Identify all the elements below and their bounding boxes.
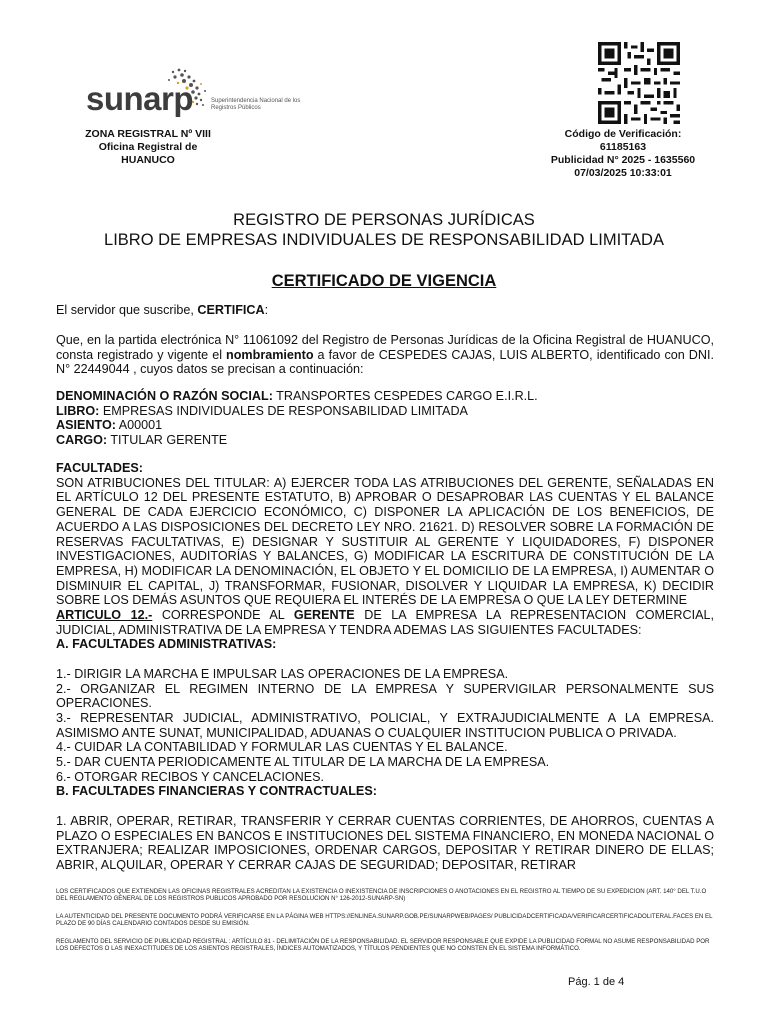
libro-value: EMPRESAS INDIVIDUALES DE RESPONSABILIDAD LIMITADA [99, 403, 468, 418]
certifica-bold: CERTIFICA [197, 303, 265, 317]
spacer [56, 652, 714, 667]
intro-paragraph [56, 333, 714, 377]
footer-note-1: LOS CERTIFICADOS QUE EXTIENDEN LAS OFICINAS REGISTRALES ACREDITAN LA EXISTENCIA O INEXISTENCIA DE INSCRIPCIONES O ANOTACIONES EN EL REGISTRO AL TIEMPO DE SU EXPEDICION (ART. 140° DEL T.U.O DEL REGLAMENTO GENERAL DE LOS REGISTROS PUBLICOS APROBADO POR RESOLUCION N° 126-2012-SUNARP-SN) [56, 888, 707, 903]
issue-datetime: 07/03/2025 10:33:01 [574, 167, 672, 179]
intro-pre: Que, en la partida electrónica N° 11061092 del Registro de Personas Jurídicas de la Oficina Registral de HUANUCO, consta registrado y vigente el [56, 333, 714, 362]
certifica-pre: El servidor que suscribe, [56, 303, 198, 317]
section-b-item-1: 1. ABRIR, OPERAR, RETIRAR, TRANSFERIR Y CERRAR CUENTAS CORRIENTES, DE AHORROS, CUENTAS A PLAZO O ESPECIALES EN BANCOS E INSTITUCIONES DEL SISTEMA FINANCIERO, EN MONEDA NACIONAL O EXTRANJERA; REALIZAR IMPOSICIONES, ORDENAR CARGOS, DEPOSITAR Y RETIRAR DINERO DE ELLAS; ABRIR, ALQUILAR, OPERAR Y CERRAR CAJAS DE SEGURIDAD; DEPOSITAR, RETIRAR [56, 813, 714, 872]
registry-title-line2: LIBRO DE EMPRESAS INDIVIDUALES DE RESPONSABILIDAD LIMITADA [104, 231, 664, 249]
section-a-title [56, 637, 714, 652]
libro-row [56, 404, 714, 419]
section-a-item-1: 1.- DIRIGIR LA MARCHA E IMPULSAR LAS OPERACIONES DE LA EMPRESA. [56, 666, 509, 681]
intro-bold: nombramiento [226, 347, 314, 362]
zona-registral: ZONA REGISTRAL Nº VIII [85, 128, 211, 140]
qr-code-icon [598, 42, 680, 124]
section-a-item-3: 3.- REPRESENTAR JUDICIAL, ADMINISTRATIVO, POLICIAL, Y EXTRAJUDICIALMENTE A LA EMPRESA. ASIMISMO ANTE SUNAT, MUNICIPALIDAD, ADUANAS O CUALQUIER INSTITUCION PUBLICA O PRIVADA. [56, 710, 714, 740]
section-a-item-2: 2.- ORGANIZAR EL REGIMEN INTERNO DE LA EMPRESA Y SUPERVIGILAR PERSONALMENTE SUS OPERACIONES. [56, 681, 714, 711]
articulo-12-label-text: ARTICULO 12.- [56, 608, 153, 623]
footer-note-3: REGLAMENTO DEL SERVICIO DE PUBLICIDAD REGISTRAL : ARTÍCULO 81 - DELIMITACIÓN DE LA RESPONSABILIDAD. EL SERVIDOR RESPONSABLE QUE EXPIDE LA PUBLICIDAD FORMAL NO ASUME RESPONSABILIDAD POR LOS DEFECTOS O LAS INEXACTITUDES DE LOS ASIENTOS REGISTRALES, ÍNDICES AUTOMATIZADOS, Y TÍTULOS PENDIENTES QUE NO CONSTEN EN EL SISTEMA INFORMÁTICO. [56, 938, 710, 953]
articulo-12-paragraph [56, 608, 714, 637]
asiento-label: ASIENTO: [56, 418, 116, 432]
facultades-text: SON ATRIBUCIONES DEL TITULAR: A) EJERCER TODA LAS ATRIBUCIONES DEL GERENTE, SEÑALADAS EN EL ARTÍCULO 12 DEL PRESENTE ESTATUTO, B) APROBAR O DESAPROBAR LAS CUENTAS Y EL BALANCE GENERAL DE CADA EJERCICIO ECONÓMICO, C) DISPONER LA APLICACIÓN DE LOS BENEFICIOS, DE ACUERDO A LAS DISPOSICIONES DEL DECRETO LEY NRO. 21621. D) RESOLVER SOBRE LA FORMACIÓN DE RESERVAS FACULTATIVAS, E) DESIGNAR Y SUSTITUIR AL GERENTE Y LIQUIDADORES, F) DISPONER INVESTIGACIONES, AUDITORÍAS Y BALANCES, G) MODIFICAR LA ESCRITURA DE CONSTITUCIÓN DE LA EMPRESA, H) MODIFICAR LA DENOMINACIÓN, EL OBJETO Y EL DOMICILIO DE LA EMPRESA, I) AUMENTAR O DISMINUIR EL CAPITAL, J) TRANSFORMAR, FUSIONAR, DISOLVER Y LIQUIDAR LA EMPRESA, K) DECIDIR SOBRE LOS DEMÁS ASUNTOS QUE REQUIERA EL INTERÉS DE LA EMPRESA O QUE LA LEY DETERMINE [56, 475, 714, 608]
spacer [56, 799, 714, 814]
asiento-value: A00001 [115, 418, 163, 432]
denominacion-label: DENOMINACIÓN O RAZÓN SOCIAL: [56, 389, 273, 403]
verification-label: Código de Verificación: [564, 128, 682, 140]
articulo-12-bold: GERENTE [293, 608, 355, 623]
articulo-12-label [56, 608, 152, 622]
asiento-row [56, 418, 714, 433]
certifica-post: : [264, 303, 269, 317]
sunarp-logo-wordmark: sunarp [86, 80, 194, 117]
oficina-registral: Oficina Registral de HUANUCO [98, 141, 198, 166]
denominacion-row [56, 389, 714, 404]
facultades-label-text: FACULTADES: [56, 461, 143, 475]
intro-post: a favor de CESPEDES CAJAS, LUIS ALBERTO, identificado con DNI. N° 22449044 , cuyos datos se precisan a continuación: [56, 347, 714, 377]
cargo-value: TITULAR GERENTE [107, 432, 228, 447]
verification-code: 61185163 [599, 141, 647, 153]
verification-block [520, 128, 726, 180]
section-a-item-4: 4.- CUIDAR LA CONTABILIDAD Y FORMULAR LAS CUENTAS Y EL BALANCE. [56, 740, 508, 755]
cargo-row [56, 433, 714, 448]
facultades-label [56, 461, 714, 476]
certificate-title: CERTIFICADO DE VIGENCIA [271, 272, 497, 290]
section-a-item-5: 5.- DAR CUENTA PERIODICAMENTE AL TITULAR DE LA MARCHA DE LA EMPRESA. [56, 755, 550, 770]
sunarp-logo-subtitle: Superintendencia Nacional de los Registros Públicos [211, 98, 301, 111]
articulo-12-pre: CORRESPONDE AL [152, 608, 294, 623]
publicidad-number: Publicidad N° 2025 - 1635560 [550, 154, 696, 166]
articulo-12-post: DE LA EMPRESA LA REPRESENTACION COMERCIAL, JUDICIAL, ADMINISTRATIVA DE LA EMPRESA Y TENDRA ADEMAS LAS SIGUIENTES FACULTADES: [56, 608, 714, 637]
zona-registral-block [73, 128, 223, 167]
certifica-line [56, 303, 714, 318]
footer-note-2: LA AUTENTICIDAD DEL PRESENTE DOCUMENTO PODRÁ VERIFICARSE EN LA PÁGINA WEB HTTPS://ENLINEA.SUNARP.GOB.PE/SUNARPWEB/PAGES/ PUBLICIDADCERTIFICADA/VERIFICARCERTIFICADOLITERAL.FACES EN EL PLAZO DE 90 DÍAS CALENDARIO CONTADOS DESDE SU EMISIÓN. [56, 913, 713, 928]
libro-label: LIBRO: [56, 403, 100, 418]
section-b-title-text: B. FACULTADES FINANCIERAS Y CONTRACTUALES: [56, 784, 377, 799]
fields-block [56, 389, 714, 447]
section-b-title [56, 784, 714, 799]
registry-title [0, 210, 768, 250]
page-number: Pág. 1 de 4 [568, 976, 625, 988]
section-a-item-6: 6.- OTORGAR RECIBOS Y CANCELACIONES. [56, 769, 325, 784]
cargo-label: CARGO: [56, 432, 108, 447]
denominacion-value: TRANSPORTES CESPEDES CARGO E.I.R.L. [272, 389, 538, 403]
section-a-title-text: A. FACULTADES ADMINISTRATIVAS: [56, 637, 277, 652]
facultades-block [56, 461, 714, 873]
registry-title-line1: REGISTRO DE PERSONAS JURÍDICAS [233, 211, 535, 229]
